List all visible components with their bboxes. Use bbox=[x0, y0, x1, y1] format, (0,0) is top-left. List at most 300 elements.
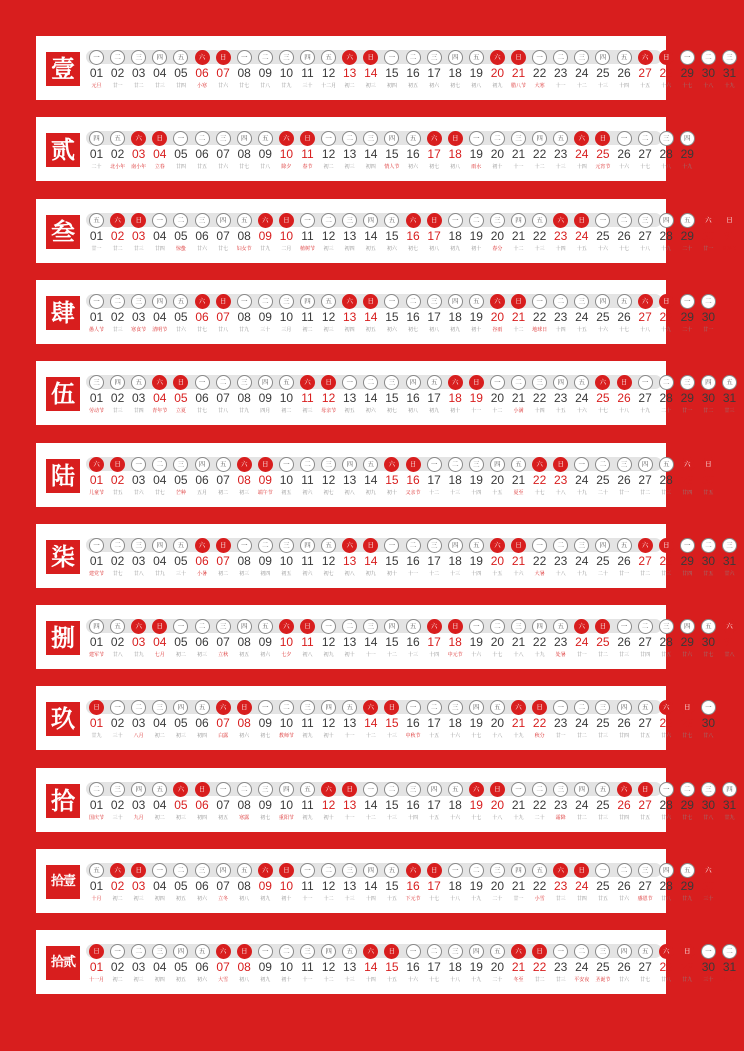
day-cell[interactable] bbox=[381, 768, 402, 832]
day-cell[interactable] bbox=[592, 117, 613, 181]
day-cell[interactable] bbox=[403, 280, 424, 344]
day-cell[interactable] bbox=[677, 199, 698, 263]
day-cell[interactable] bbox=[192, 524, 213, 588]
day-cell[interactable] bbox=[107, 280, 128, 344]
day-cell[interactable] bbox=[445, 524, 466, 588]
day-cell[interactable] bbox=[276, 361, 297, 425]
day-cell[interactable] bbox=[360, 117, 381, 181]
day-cell[interactable] bbox=[550, 280, 571, 344]
day-cell[interactable] bbox=[381, 36, 402, 100]
day-cell[interactable] bbox=[107, 117, 128, 181]
day-cell[interactable] bbox=[170, 930, 191, 994]
day-cell[interactable] bbox=[403, 849, 424, 913]
day-cell[interactable] bbox=[487, 930, 508, 994]
day-cell[interactable] bbox=[234, 199, 255, 263]
day-cell[interactable] bbox=[192, 686, 213, 750]
day-cell[interactable] bbox=[149, 36, 170, 100]
day-cell[interactable] bbox=[677, 443, 698, 507]
day-cell[interactable] bbox=[128, 361, 149, 425]
day-cell[interactable] bbox=[466, 849, 487, 913]
day-cell[interactable] bbox=[403, 930, 424, 994]
day-cell[interactable] bbox=[149, 930, 170, 994]
day-cell[interactable] bbox=[719, 768, 740, 832]
day-cell[interactable] bbox=[508, 443, 529, 507]
day-cell[interactable] bbox=[529, 443, 550, 507]
day-cell[interactable] bbox=[381, 361, 402, 425]
day-cell[interactable] bbox=[614, 36, 635, 100]
day-cell[interactable] bbox=[529, 849, 550, 913]
day-cell[interactable] bbox=[128, 686, 149, 750]
day-cell[interactable] bbox=[360, 199, 381, 263]
day-cell[interactable] bbox=[508, 849, 529, 913]
day-cell[interactable] bbox=[508, 361, 529, 425]
day-cell[interactable] bbox=[635, 930, 656, 994]
day-cell[interactable] bbox=[614, 361, 635, 425]
day-cell[interactable] bbox=[466, 36, 487, 100]
day-cell[interactable] bbox=[698, 199, 719, 263]
day-cell[interactable] bbox=[508, 524, 529, 588]
day-cell[interactable] bbox=[403, 605, 424, 669]
day-cell[interactable] bbox=[424, 117, 445, 181]
day-cell[interactable] bbox=[656, 443, 677, 507]
day-cell[interactable] bbox=[529, 930, 550, 994]
day-cell[interactable] bbox=[213, 199, 234, 263]
day-cell[interactable] bbox=[255, 199, 276, 263]
day-cell[interactable] bbox=[424, 605, 445, 669]
day-cell[interactable] bbox=[571, 930, 592, 994]
day-cell[interactable] bbox=[339, 849, 360, 913]
day-cell[interactable] bbox=[614, 930, 635, 994]
day-cell[interactable] bbox=[297, 199, 318, 263]
day-cell[interactable] bbox=[550, 199, 571, 263]
day-cell[interactable] bbox=[170, 117, 191, 181]
day-cell[interactable] bbox=[635, 768, 656, 832]
day-cell[interactable] bbox=[529, 524, 550, 588]
day-cell[interactable] bbox=[592, 768, 613, 832]
day-cell[interactable] bbox=[318, 930, 339, 994]
day-cell[interactable] bbox=[508, 686, 529, 750]
day-cell[interactable] bbox=[381, 849, 402, 913]
day-cell[interactable] bbox=[318, 117, 339, 181]
day-cell[interactable] bbox=[149, 849, 170, 913]
day-cell[interactable] bbox=[403, 117, 424, 181]
day-cell[interactable] bbox=[213, 524, 234, 588]
day-cell[interactable] bbox=[255, 36, 276, 100]
day-cell[interactable] bbox=[614, 605, 635, 669]
day-cell[interactable] bbox=[592, 199, 613, 263]
day-cell[interactable] bbox=[339, 117, 360, 181]
day-cell[interactable] bbox=[487, 199, 508, 263]
day-cell[interactable] bbox=[424, 443, 445, 507]
day-cell[interactable] bbox=[381, 117, 402, 181]
day-cell[interactable] bbox=[276, 36, 297, 100]
day-cell[interactable] bbox=[635, 524, 656, 588]
day-cell[interactable] bbox=[192, 443, 213, 507]
day-cell[interactable] bbox=[213, 768, 234, 832]
day-cell[interactable] bbox=[234, 117, 255, 181]
day-cell[interactable] bbox=[234, 686, 255, 750]
day-cell[interactable] bbox=[550, 36, 571, 100]
day-cell[interactable] bbox=[403, 443, 424, 507]
day-cell[interactable] bbox=[360, 36, 381, 100]
day-cell[interactable] bbox=[635, 280, 656, 344]
day-cell[interactable] bbox=[170, 849, 191, 913]
day-cell[interactable] bbox=[149, 361, 170, 425]
day-cell[interactable] bbox=[550, 686, 571, 750]
day-cell[interactable] bbox=[234, 605, 255, 669]
day-cell[interactable] bbox=[318, 849, 339, 913]
day-cell[interactable] bbox=[698, 280, 719, 344]
day-cell[interactable] bbox=[360, 686, 381, 750]
day-cell[interactable] bbox=[255, 280, 276, 344]
day-cell[interactable] bbox=[487, 443, 508, 507]
day-cell[interactable] bbox=[276, 605, 297, 669]
day-cell[interactable] bbox=[318, 605, 339, 669]
day-cell[interactable] bbox=[297, 686, 318, 750]
day-cell[interactable] bbox=[656, 361, 677, 425]
day-cell[interactable] bbox=[360, 524, 381, 588]
day-cell[interactable] bbox=[149, 199, 170, 263]
day-cell[interactable] bbox=[424, 686, 445, 750]
day-cell[interactable] bbox=[255, 605, 276, 669]
day-cell[interactable] bbox=[529, 768, 550, 832]
day-cell[interactable] bbox=[466, 768, 487, 832]
day-cell[interactable] bbox=[508, 280, 529, 344]
day-cell[interactable] bbox=[487, 524, 508, 588]
day-cell[interactable] bbox=[487, 280, 508, 344]
day-cell[interactable] bbox=[360, 361, 381, 425]
day-cell[interactable] bbox=[128, 768, 149, 832]
day-cell[interactable] bbox=[107, 524, 128, 588]
day-cell[interactable] bbox=[128, 524, 149, 588]
day-cell[interactable] bbox=[592, 443, 613, 507]
day-cell[interactable] bbox=[424, 930, 445, 994]
day-cell[interactable] bbox=[656, 768, 677, 832]
day-cell[interactable] bbox=[107, 768, 128, 832]
day-cell[interactable] bbox=[192, 361, 213, 425]
day-cell[interactable] bbox=[508, 930, 529, 994]
day-cell[interactable] bbox=[403, 36, 424, 100]
day-cell[interactable] bbox=[381, 524, 402, 588]
day-cell[interactable] bbox=[318, 199, 339, 263]
day-cell[interactable] bbox=[297, 36, 318, 100]
day-cell[interactable] bbox=[677, 36, 698, 100]
day-cell[interactable] bbox=[276, 199, 297, 263]
day-cell[interactable] bbox=[318, 524, 339, 588]
day-cell[interactable] bbox=[192, 117, 213, 181]
day-cell[interactable] bbox=[550, 117, 571, 181]
day-cell[interactable] bbox=[677, 768, 698, 832]
day-cell[interactable] bbox=[255, 849, 276, 913]
day-cell[interactable] bbox=[381, 199, 402, 263]
day-cell[interactable] bbox=[276, 930, 297, 994]
day-cell[interactable] bbox=[318, 280, 339, 344]
day-cell[interactable] bbox=[86, 849, 107, 913]
day-cell[interactable] bbox=[571, 686, 592, 750]
day-cell[interactable] bbox=[571, 849, 592, 913]
day-cell[interactable] bbox=[571, 605, 592, 669]
day-cell[interactable] bbox=[107, 361, 128, 425]
day-cell[interactable] bbox=[529, 199, 550, 263]
day-cell[interactable] bbox=[571, 199, 592, 263]
day-cell[interactable] bbox=[677, 361, 698, 425]
day-cell[interactable] bbox=[550, 443, 571, 507]
day-cell[interactable] bbox=[508, 199, 529, 263]
day-cell[interactable] bbox=[234, 361, 255, 425]
day-cell[interactable] bbox=[529, 686, 550, 750]
day-cell[interactable] bbox=[381, 443, 402, 507]
day-cell[interactable] bbox=[424, 280, 445, 344]
day-cell[interactable] bbox=[656, 199, 677, 263]
day-cell[interactable] bbox=[635, 686, 656, 750]
day-cell[interactable] bbox=[466, 443, 487, 507]
day-cell[interactable] bbox=[192, 605, 213, 669]
day-cell[interactable] bbox=[466, 524, 487, 588]
day-cell[interactable] bbox=[698, 443, 719, 507]
day-cell[interactable] bbox=[213, 686, 234, 750]
day-cell[interactable] bbox=[255, 686, 276, 750]
day-cell[interactable] bbox=[719, 361, 740, 425]
day-cell[interactable] bbox=[635, 361, 656, 425]
day-cell[interactable] bbox=[297, 524, 318, 588]
day-cell[interactable] bbox=[234, 768, 255, 832]
day-cell[interactable] bbox=[234, 280, 255, 344]
day-cell[interactable] bbox=[86, 117, 107, 181]
day-cell[interactable] bbox=[234, 36, 255, 100]
day-cell[interactable] bbox=[614, 117, 635, 181]
day-cell[interactable] bbox=[86, 361, 107, 425]
day-cell[interactable] bbox=[86, 605, 107, 669]
day-cell[interactable] bbox=[550, 605, 571, 669]
day-cell[interactable] bbox=[635, 605, 656, 669]
day-cell[interactable] bbox=[276, 280, 297, 344]
day-cell[interactable] bbox=[276, 524, 297, 588]
day-cell[interactable] bbox=[149, 605, 170, 669]
day-cell[interactable] bbox=[698, 605, 719, 669]
day-cell[interactable] bbox=[213, 605, 234, 669]
day-cell[interactable] bbox=[614, 768, 635, 832]
day-cell[interactable] bbox=[213, 443, 234, 507]
day-cell[interactable] bbox=[318, 686, 339, 750]
day-cell[interactable] bbox=[466, 280, 487, 344]
day-cell[interactable] bbox=[698, 361, 719, 425]
day-cell[interactable] bbox=[614, 686, 635, 750]
day-cell[interactable] bbox=[339, 199, 360, 263]
day-cell[interactable] bbox=[529, 117, 550, 181]
day-cell[interactable] bbox=[381, 280, 402, 344]
day-cell[interactable] bbox=[656, 849, 677, 913]
day-cell[interactable] bbox=[466, 199, 487, 263]
day-cell[interactable] bbox=[719, 524, 740, 588]
day-cell[interactable] bbox=[508, 768, 529, 832]
day-cell[interactable] bbox=[508, 605, 529, 669]
day-cell[interactable] bbox=[192, 849, 213, 913]
day-cell[interactable] bbox=[318, 36, 339, 100]
day-cell[interactable] bbox=[445, 443, 466, 507]
day-cell[interactable] bbox=[487, 849, 508, 913]
day-cell[interactable] bbox=[656, 280, 677, 344]
day-cell[interactable] bbox=[487, 36, 508, 100]
day-cell[interactable] bbox=[128, 280, 149, 344]
day-cell[interactable] bbox=[170, 443, 191, 507]
day-cell[interactable] bbox=[213, 280, 234, 344]
day-cell[interactable] bbox=[255, 443, 276, 507]
day-cell[interactable] bbox=[445, 930, 466, 994]
day-cell[interactable] bbox=[170, 36, 191, 100]
day-cell[interactable] bbox=[698, 849, 719, 913]
day-cell[interactable] bbox=[424, 36, 445, 100]
day-cell[interactable] bbox=[571, 768, 592, 832]
day-cell[interactable] bbox=[508, 36, 529, 100]
day-cell[interactable] bbox=[276, 443, 297, 507]
day-cell[interactable] bbox=[698, 686, 719, 750]
day-cell[interactable] bbox=[571, 361, 592, 425]
day-cell[interactable] bbox=[339, 768, 360, 832]
day-cell[interactable] bbox=[677, 849, 698, 913]
day-cell[interactable] bbox=[381, 930, 402, 994]
day-cell[interactable] bbox=[403, 199, 424, 263]
day-cell[interactable] bbox=[318, 443, 339, 507]
day-cell[interactable] bbox=[403, 686, 424, 750]
day-cell[interactable] bbox=[466, 686, 487, 750]
day-cell[interactable] bbox=[234, 524, 255, 588]
day-cell[interactable] bbox=[213, 930, 234, 994]
day-cell[interactable] bbox=[571, 524, 592, 588]
day-cell[interactable] bbox=[635, 443, 656, 507]
day-cell[interactable] bbox=[360, 768, 381, 832]
day-cell[interactable] bbox=[339, 605, 360, 669]
day-cell[interactable] bbox=[487, 605, 508, 669]
day-cell[interactable] bbox=[403, 361, 424, 425]
day-cell[interactable] bbox=[149, 524, 170, 588]
day-cell[interactable] bbox=[149, 443, 170, 507]
day-cell[interactable] bbox=[86, 686, 107, 750]
day-cell[interactable] bbox=[86, 443, 107, 507]
day-cell[interactable] bbox=[360, 605, 381, 669]
day-cell[interactable] bbox=[592, 36, 613, 100]
day-cell[interactable] bbox=[635, 849, 656, 913]
day-cell[interactable] bbox=[614, 443, 635, 507]
day-cell[interactable] bbox=[571, 443, 592, 507]
day-cell[interactable] bbox=[656, 930, 677, 994]
day-cell[interactable] bbox=[424, 524, 445, 588]
day-cell[interactable] bbox=[550, 930, 571, 994]
day-cell[interactable] bbox=[466, 605, 487, 669]
day-cell[interactable] bbox=[297, 930, 318, 994]
day-cell[interactable] bbox=[339, 930, 360, 994]
day-cell[interactable] bbox=[677, 280, 698, 344]
day-cell[interactable] bbox=[339, 361, 360, 425]
day-cell[interactable] bbox=[656, 524, 677, 588]
day-cell[interactable] bbox=[128, 849, 149, 913]
day-cell[interactable] bbox=[318, 768, 339, 832]
day-cell[interactable] bbox=[234, 849, 255, 913]
day-cell[interactable] bbox=[149, 768, 170, 832]
day-cell[interactable] bbox=[592, 280, 613, 344]
day-cell[interactable] bbox=[550, 524, 571, 588]
day-cell[interactable] bbox=[445, 280, 466, 344]
day-cell[interactable] bbox=[403, 768, 424, 832]
day-cell[interactable] bbox=[424, 361, 445, 425]
day-cell[interactable] bbox=[445, 117, 466, 181]
day-cell[interactable] bbox=[192, 280, 213, 344]
day-cell[interactable] bbox=[445, 849, 466, 913]
day-cell[interactable] bbox=[297, 361, 318, 425]
day-cell[interactable] bbox=[487, 686, 508, 750]
day-cell[interactable] bbox=[297, 605, 318, 669]
day-cell[interactable] bbox=[635, 36, 656, 100]
day-cell[interactable] bbox=[255, 524, 276, 588]
day-cell[interactable] bbox=[339, 36, 360, 100]
day-cell[interactable] bbox=[635, 199, 656, 263]
day-cell[interactable] bbox=[128, 605, 149, 669]
day-cell[interactable] bbox=[170, 686, 191, 750]
day-cell[interactable] bbox=[614, 199, 635, 263]
day-cell[interactable] bbox=[381, 605, 402, 669]
day-cell[interactable] bbox=[255, 117, 276, 181]
day-cell[interactable] bbox=[445, 768, 466, 832]
day-cell[interactable] bbox=[656, 117, 677, 181]
day-cell[interactable] bbox=[445, 36, 466, 100]
day-cell[interactable] bbox=[677, 605, 698, 669]
day-cell[interactable] bbox=[614, 280, 635, 344]
day-cell[interactable] bbox=[571, 280, 592, 344]
day-cell[interactable] bbox=[677, 930, 698, 994]
day-cell[interactable] bbox=[529, 361, 550, 425]
day-cell[interactable] bbox=[170, 768, 191, 832]
day-cell[interactable] bbox=[170, 199, 191, 263]
day-cell[interactable] bbox=[149, 686, 170, 750]
day-cell[interactable] bbox=[128, 36, 149, 100]
day-cell[interactable] bbox=[719, 930, 740, 994]
day-cell[interactable] bbox=[276, 768, 297, 832]
day-cell[interactable] bbox=[360, 930, 381, 994]
day-cell[interactable] bbox=[592, 849, 613, 913]
day-cell[interactable] bbox=[550, 768, 571, 832]
day-cell[interactable] bbox=[255, 930, 276, 994]
day-cell[interactable] bbox=[213, 361, 234, 425]
day-cell[interactable] bbox=[592, 686, 613, 750]
day-cell[interactable] bbox=[339, 524, 360, 588]
day-cell[interactable] bbox=[170, 605, 191, 669]
day-cell[interactable] bbox=[698, 524, 719, 588]
day-cell[interactable] bbox=[424, 849, 445, 913]
day-cell[interactable] bbox=[424, 199, 445, 263]
day-cell[interactable] bbox=[403, 524, 424, 588]
day-cell[interactable] bbox=[445, 199, 466, 263]
day-cell[interactable] bbox=[149, 117, 170, 181]
day-cell[interactable] bbox=[192, 36, 213, 100]
day-cell[interactable] bbox=[719, 605, 740, 669]
day-cell[interactable] bbox=[592, 361, 613, 425]
day-cell[interactable] bbox=[86, 930, 107, 994]
day-cell[interactable] bbox=[170, 280, 191, 344]
day-cell[interactable] bbox=[128, 930, 149, 994]
day-cell[interactable] bbox=[529, 36, 550, 100]
day-cell[interactable] bbox=[297, 849, 318, 913]
day-cell[interactable] bbox=[107, 930, 128, 994]
day-cell[interactable] bbox=[255, 768, 276, 832]
day-cell[interactable] bbox=[339, 686, 360, 750]
day-cell[interactable] bbox=[592, 605, 613, 669]
day-cell[interactable] bbox=[677, 524, 698, 588]
day-cell[interactable] bbox=[698, 36, 719, 100]
day-cell[interactable] bbox=[592, 930, 613, 994]
day-cell[interactable] bbox=[86, 768, 107, 832]
day-cell[interactable] bbox=[276, 849, 297, 913]
day-cell[interactable] bbox=[677, 686, 698, 750]
day-cell[interactable] bbox=[698, 930, 719, 994]
